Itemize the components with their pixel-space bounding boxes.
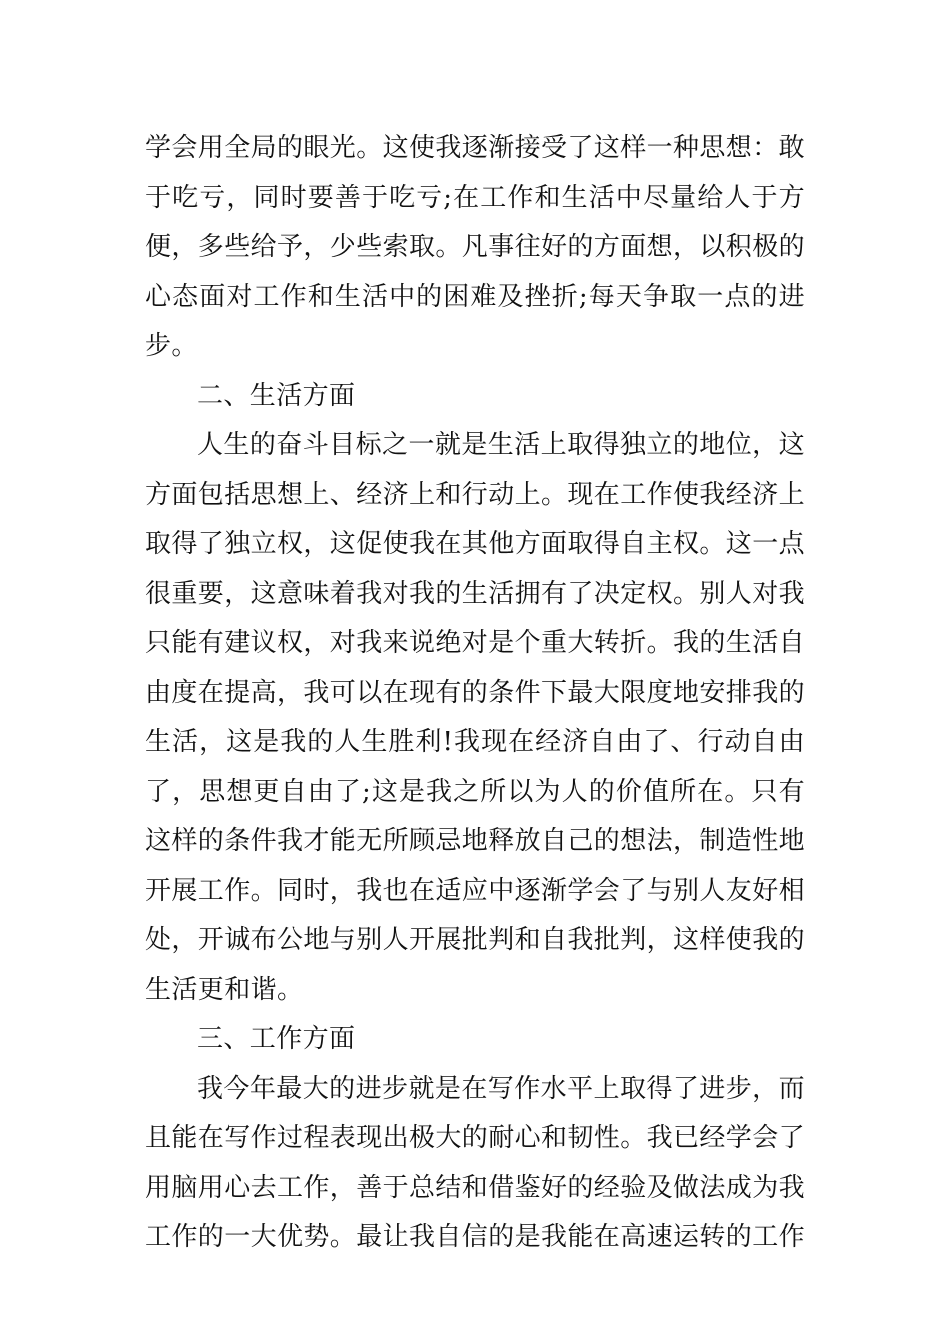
paragraph-life: 人生的奋斗目标之一就是生活上取得独立的地位，这方面包括思想上、经济上和行动上。现在工作使我经济上取得了独立权，这促使我在其他方面取得自主权。这一点很重要，这意味着我对我的生活拥有了决定权。别人对我只能有建议权，对我来说绝对是个重大转折。我的生活自由度在提高，我可以在现有的条件下最大限度地安排我的生活，这是我的人生胜利!我现在经济自由了、行动自由了，思想更自由了;这是我之所以为人的价值所在。只有这样的条件我才能无所顾忌地释放自己的想法，制造性地开展工作。同时，我也在适应中逐渐学会了与别人友好相处，开诚布公地与别人开展批判和自我批判，这样使我的生活更和谐。	[145, 430, 806, 1005]
section-heading-life: 二、生活方面	[197, 380, 356, 411]
document-body	[145, 124, 805, 1263]
paragraph-continuation: 学会用全局的眼光。这使我逐渐接受了这样一种思想：敢于吃亏，同时要善于吃亏;在工作和生活中尽量给人于方便，多些给予，少些索取。凡事往好的方面想，以积极的心态面对工作和生活中的困难及挫折;每天争取一点的进步。	[145, 133, 806, 361]
paragraph-work: 我今年最大的进步就是在写作水平上取得了进步，而且能在写作过程表现出极大的耐心和韧性。我已经学会了用脑用心去工作，善于总结和借鉴好的经验及做法成为我工作的一大优势。最让我自信的是我能在高速运转的工作	[145, 1073, 806, 1252]
section-heading-work: 三、工作方面	[197, 1024, 356, 1054]
